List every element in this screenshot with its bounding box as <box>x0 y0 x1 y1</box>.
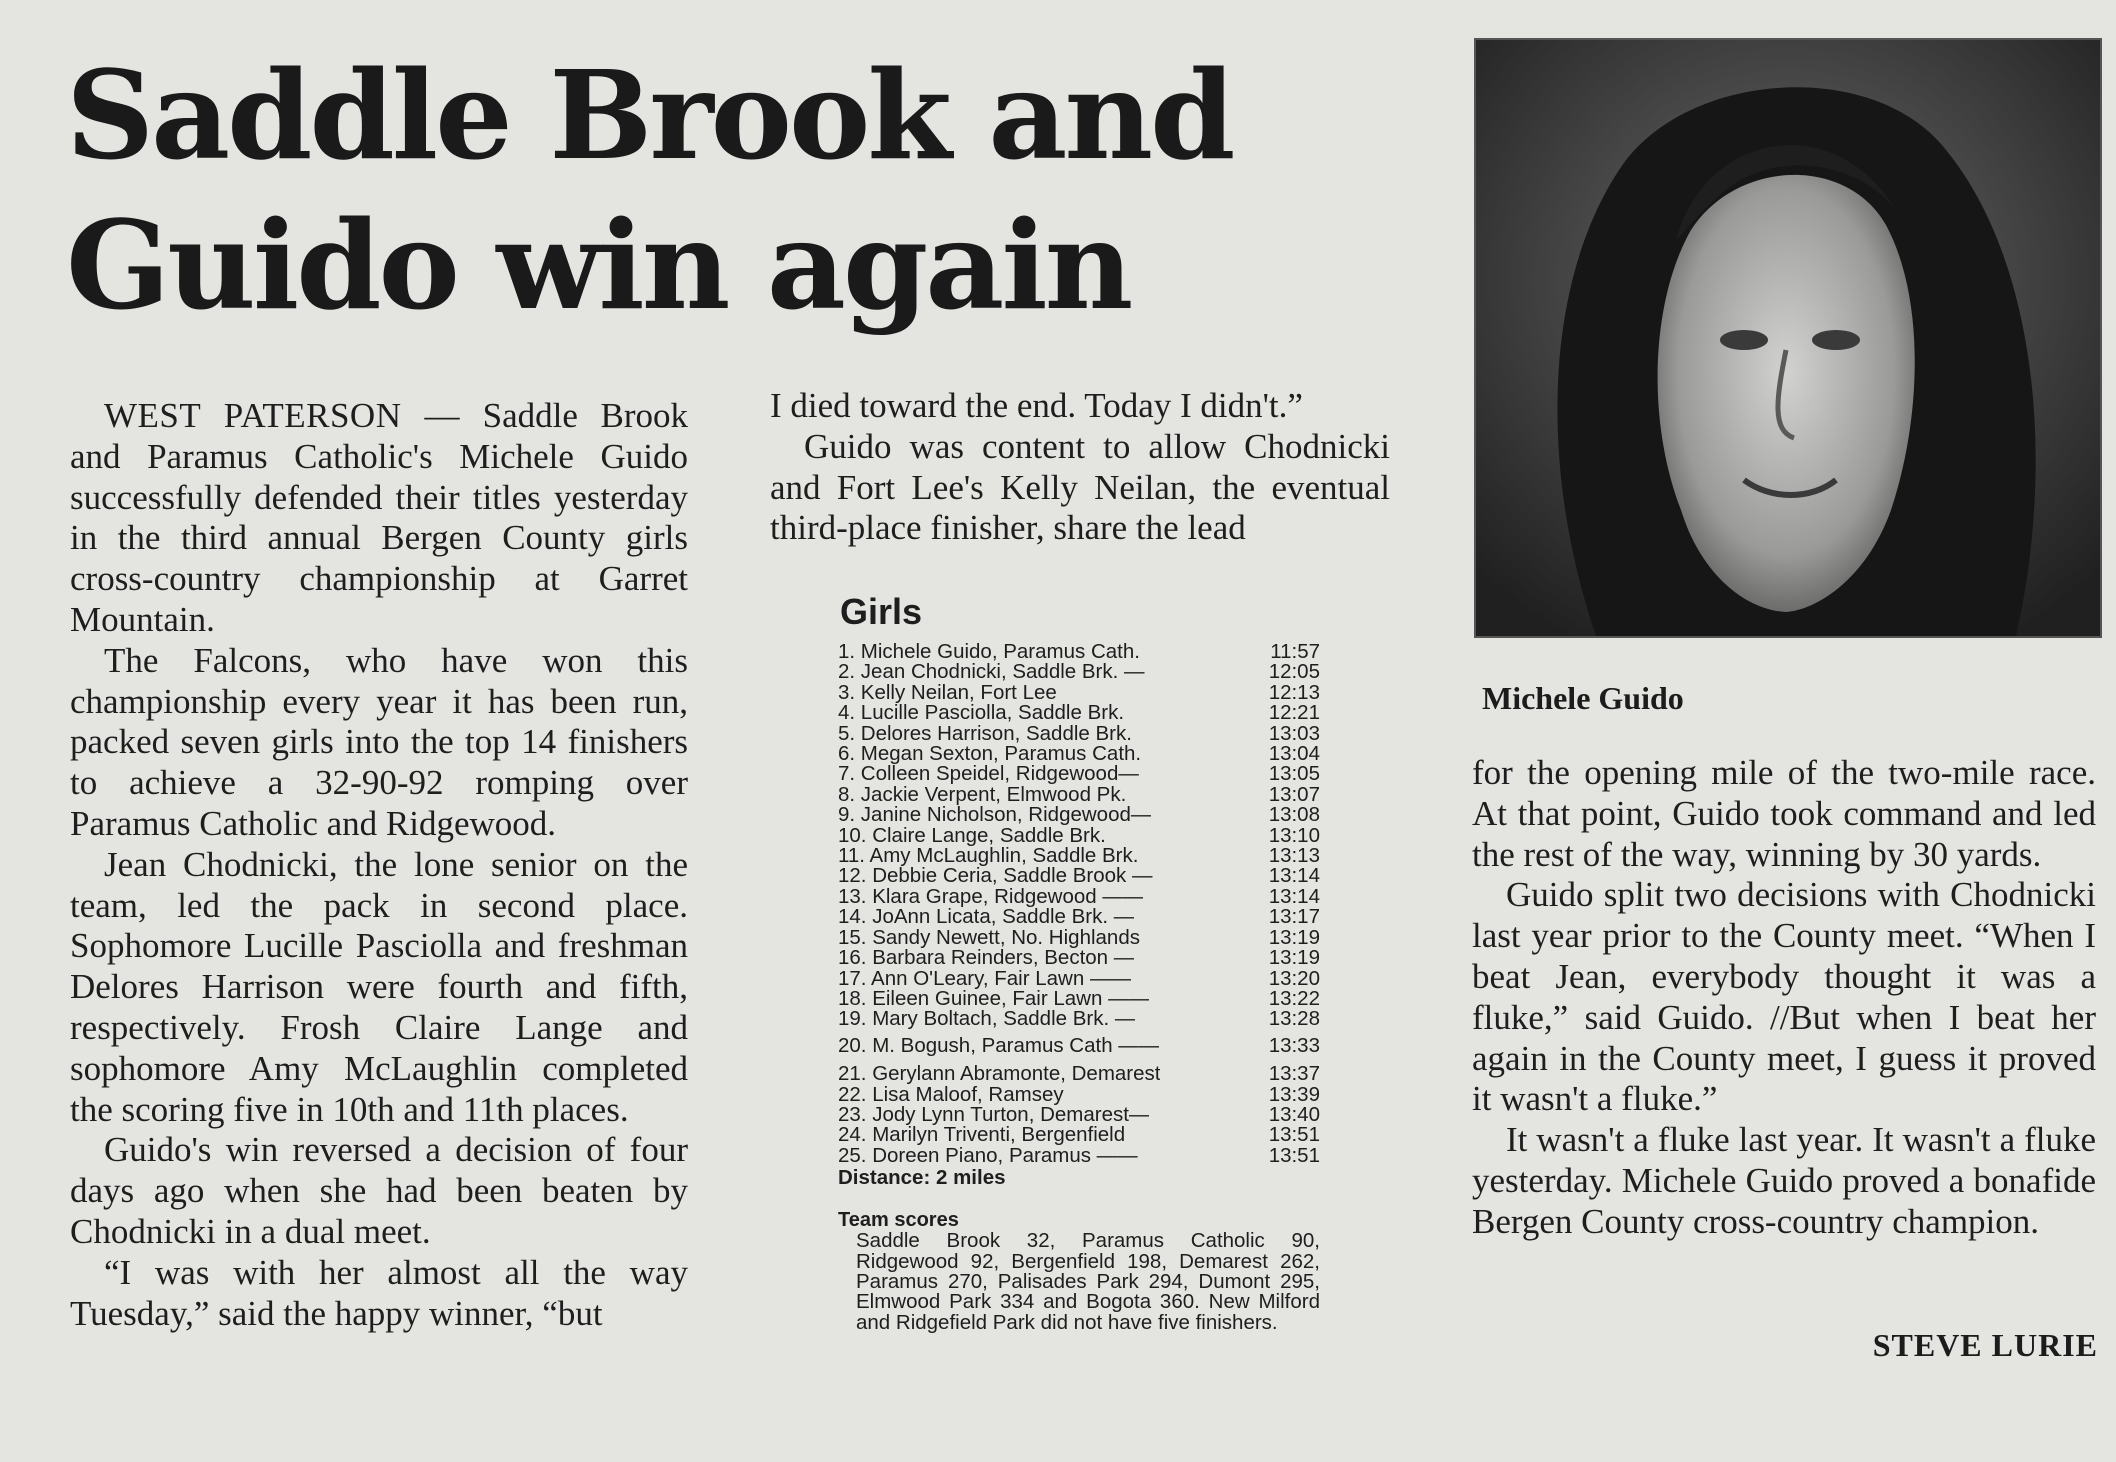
result-row <box>838 642 1320 662</box>
result-time: 13:22 <box>1268 986 1320 1010</box>
result-name: 12. Debbie Ceria, Saddle Brook — <box>838 866 1153 887</box>
result-row <box>838 805 1320 825</box>
result-row <box>838 866 1320 886</box>
result-row <box>838 721 1320 745</box>
result-row <box>838 986 1320 1010</box>
result-name: 14. JoAnn Licata, Saddle Brk. — <box>838 907 1135 928</box>
result-row <box>838 966 1320 990</box>
result-time: 12:05 <box>1268 660 1320 684</box>
result-time: 12:21 <box>1268 701 1320 725</box>
result-time: 12:13 <box>1268 680 1320 704</box>
result-row <box>838 925 1320 949</box>
result-row <box>838 823 1320 847</box>
headline-line-2: Guido win again <box>66 193 1131 337</box>
result-time: 13:20 <box>1268 966 1320 990</box>
result-name: 7. Colleen Speidel, Ridgewood— <box>838 764 1139 785</box>
result-time: 13:28 <box>1268 1007 1320 1031</box>
paragraph-8: for the opening mile of the two-mile race. At that point, Guido took command and led the rest of the way, winning by 30 yards. <box>1472 753 2096 874</box>
result-name: 23. Jody Lynn Turton, Demarest— <box>838 1104 1150 1126</box>
result-name: 6. Megan Sexton, Paramus Cath. <box>838 744 1142 765</box>
portrait-photo <box>1474 38 2102 638</box>
result-time: 13:07 <box>1268 782 1320 806</box>
result-time: 13:37 <box>1268 1062 1320 1086</box>
headline-line-1: Saddle Brook and <box>66 43 1233 187</box>
result-time: 13:03 <box>1268 721 1320 745</box>
result-time: 13:19 <box>1268 925 1320 949</box>
result-row <box>838 907 1320 927</box>
results-list <box>838 642 1320 1166</box>
result-time: 13:19 <box>1268 946 1320 970</box>
result-row <box>838 782 1320 806</box>
team-scores-heading: Team scores <box>838 1209 959 1232</box>
result-row <box>838 1143 1320 1167</box>
result-time: 13:51 <box>1268 1123 1320 1147</box>
result-row <box>838 1064 1320 1084</box>
result-name: 19. Mary Boltach, Saddle Brk. — <box>838 1009 1136 1030</box>
result-row <box>838 1082 1320 1106</box>
article-column-3 <box>1472 753 2096 1243</box>
result-row <box>838 948 1320 968</box>
article-column-1 <box>70 396 688 1334</box>
result-time: 13:14 <box>1268 884 1320 908</box>
result-row <box>838 1125 1320 1145</box>
result-name: 25. Doreen Piano, Paramus —— <box>838 1145 1138 1167</box>
result-name: 4. Lucille Pasciolla, Saddle Brk. <box>838 703 1125 724</box>
result-name: 1. Michele Guido, Paramus Cath. <box>838 642 1140 663</box>
result-name: 17. Ann O'Leary, Fair Lawn —— <box>838 968 1131 989</box>
result-name: 21. Gerylann Abramonte, Demarest <box>838 1064 1161 1085</box>
paragraph-4: Guido's win reversed a decision of four days ago when she had been beaten by Chodnicki in a dual meet. <box>70 1130 688 1251</box>
result-row <box>838 662 1320 682</box>
team-scores-text: Saddle Brook 32, Paramus Catholic 90, Ridgewood 92, Bergenfield 198, Demarest 262, Paramus 270, Palisades Park 294, Dumont 295, Elmwood Park 334 and Bogota 360. New Milford and Ridgefield Park did not have five finishers. <box>856 1229 1320 1334</box>
result-row <box>838 764 1320 784</box>
result-name: 16. Barbara Reinders, Becton — <box>838 948 1135 969</box>
result-row <box>838 680 1320 704</box>
result-time: 13:33 <box>1268 1033 1320 1057</box>
result-row <box>838 1102 1320 1126</box>
result-row <box>838 744 1320 764</box>
result-name: 9. Janine Nicholson, Ridgewood— <box>838 805 1152 826</box>
result-time: 13:14 <box>1268 864 1320 888</box>
result-time: 13:13 <box>1268 844 1320 868</box>
headline <box>66 40 1426 340</box>
results-box <box>838 590 1320 1333</box>
results-distance: Distance: 2 miles <box>838 1166 1006 1190</box>
paragraph-9: Guido split two decisions with Chodnicki last year prior to the County meet. “When I beat Jean, everybody thought it was a fluke,” said Guido. //But when I beat her again in the County meet, I guess it proved it wasn't a fluke.” <box>1472 875 2096 1119</box>
article-column-2 <box>770 386 1390 549</box>
paragraph-6: I died toward the end. Today I didn't.” <box>770 386 1303 425</box>
result-row <box>838 703 1320 723</box>
result-name: 8. Jackie Verpent, Elmwood Pk. <box>838 784 1127 806</box>
result-row <box>838 1033 1320 1057</box>
result-row <box>838 1009 1320 1029</box>
result-name: 3. Kelly Neilan, Fort Lee <box>838 682 1057 704</box>
portrait-image <box>1476 40 2100 636</box>
result-time: 13:05 <box>1268 762 1320 786</box>
result-name: 5. Delores Harrison, Saddle Brk. <box>838 723 1132 745</box>
result-name: 15. Sandy Newett, No. Highlands <box>838 927 1140 949</box>
paragraph-10: It wasn't a fluke last year. It wasn't a fluke yesterday. Michele Guido proved a bonafide Bergen County cross-country champion. <box>1472 1120 2096 1241</box>
dateline: WEST PATERSON — <box>104 396 461 435</box>
result-name: 10. Claire Lange, Saddle Brk. <box>838 825 1106 847</box>
result-time: 11:57 <box>1270 640 1320 663</box>
result-row <box>838 884 1320 908</box>
result-time: 13:40 <box>1268 1102 1320 1126</box>
photo-caption: Michele Guido <box>1482 680 1684 716</box>
result-name: 24. Marilyn Triventi, Bergenfield <box>838 1125 1126 1146</box>
paragraph-1 <box>70 396 688 641</box>
result-name: 20. M. Bogush, Paramus Cath —— <box>838 1035 1160 1057</box>
result-row <box>838 846 1320 866</box>
paragraph-3: Jean Chodnicki, the lone senior on the team, led the pack in second place. Sophomore Lucille Pasciolla and freshman Delores Harrison were fourth and fifth, respectively. Frosh Claire Lange and sophomore Amy McLaughlin completed the scoring five in 10th and 11th places. <box>70 844 688 1129</box>
paragraph-5: “I was with her almost all the way Tuesday,” said the happy winner, “but <box>70 1252 688 1333</box>
result-name: 13. Klara Grape, Ridgewood —— <box>838 886 1144 908</box>
result-name: 2. Jean Chodnicki, Saddle Brk. — <box>838 662 1145 683</box>
results-title: Girls <box>840 591 923 632</box>
paragraph-7: Guido was content to allow Chodnicki and Fort Lee's Kelly Neilan, the eventual third-place finisher, share the lead <box>770 426 1390 548</box>
result-name: 11. Amy McLaughlin, Saddle Brk. <box>838 846 1139 867</box>
result-time: 13:10 <box>1268 823 1320 847</box>
paragraph-2: The Falcons, who have won this championship every year it has been run, packed seven girls into the top 14 finishers to achieve a 32-90-92 romping over Paramus Catholic and Ridgewood. <box>70 640 688 843</box>
result-time: 13:39 <box>1268 1082 1320 1106</box>
result-name: 22. Lisa Maloof, Ramsey <box>838 1084 1064 1105</box>
result-time: 13:08 <box>1268 803 1320 827</box>
result-time: 13:04 <box>1268 742 1320 766</box>
paragraph-1-text: Saddle Brook and Paramus Catholic's Michele Guido successfully defended their titles yesterday in the third annual Bergen County girls cross-country championship at Garret Mountain. <box>70 396 688 639</box>
result-time: 13:51 <box>1268 1143 1320 1167</box>
result-name: 18. Eileen Guinee, Fair Lawn —— <box>838 988 1150 1010</box>
byline: STEVE LURIE <box>1872 1327 2098 1363</box>
result-time: 13:17 <box>1268 905 1320 929</box>
